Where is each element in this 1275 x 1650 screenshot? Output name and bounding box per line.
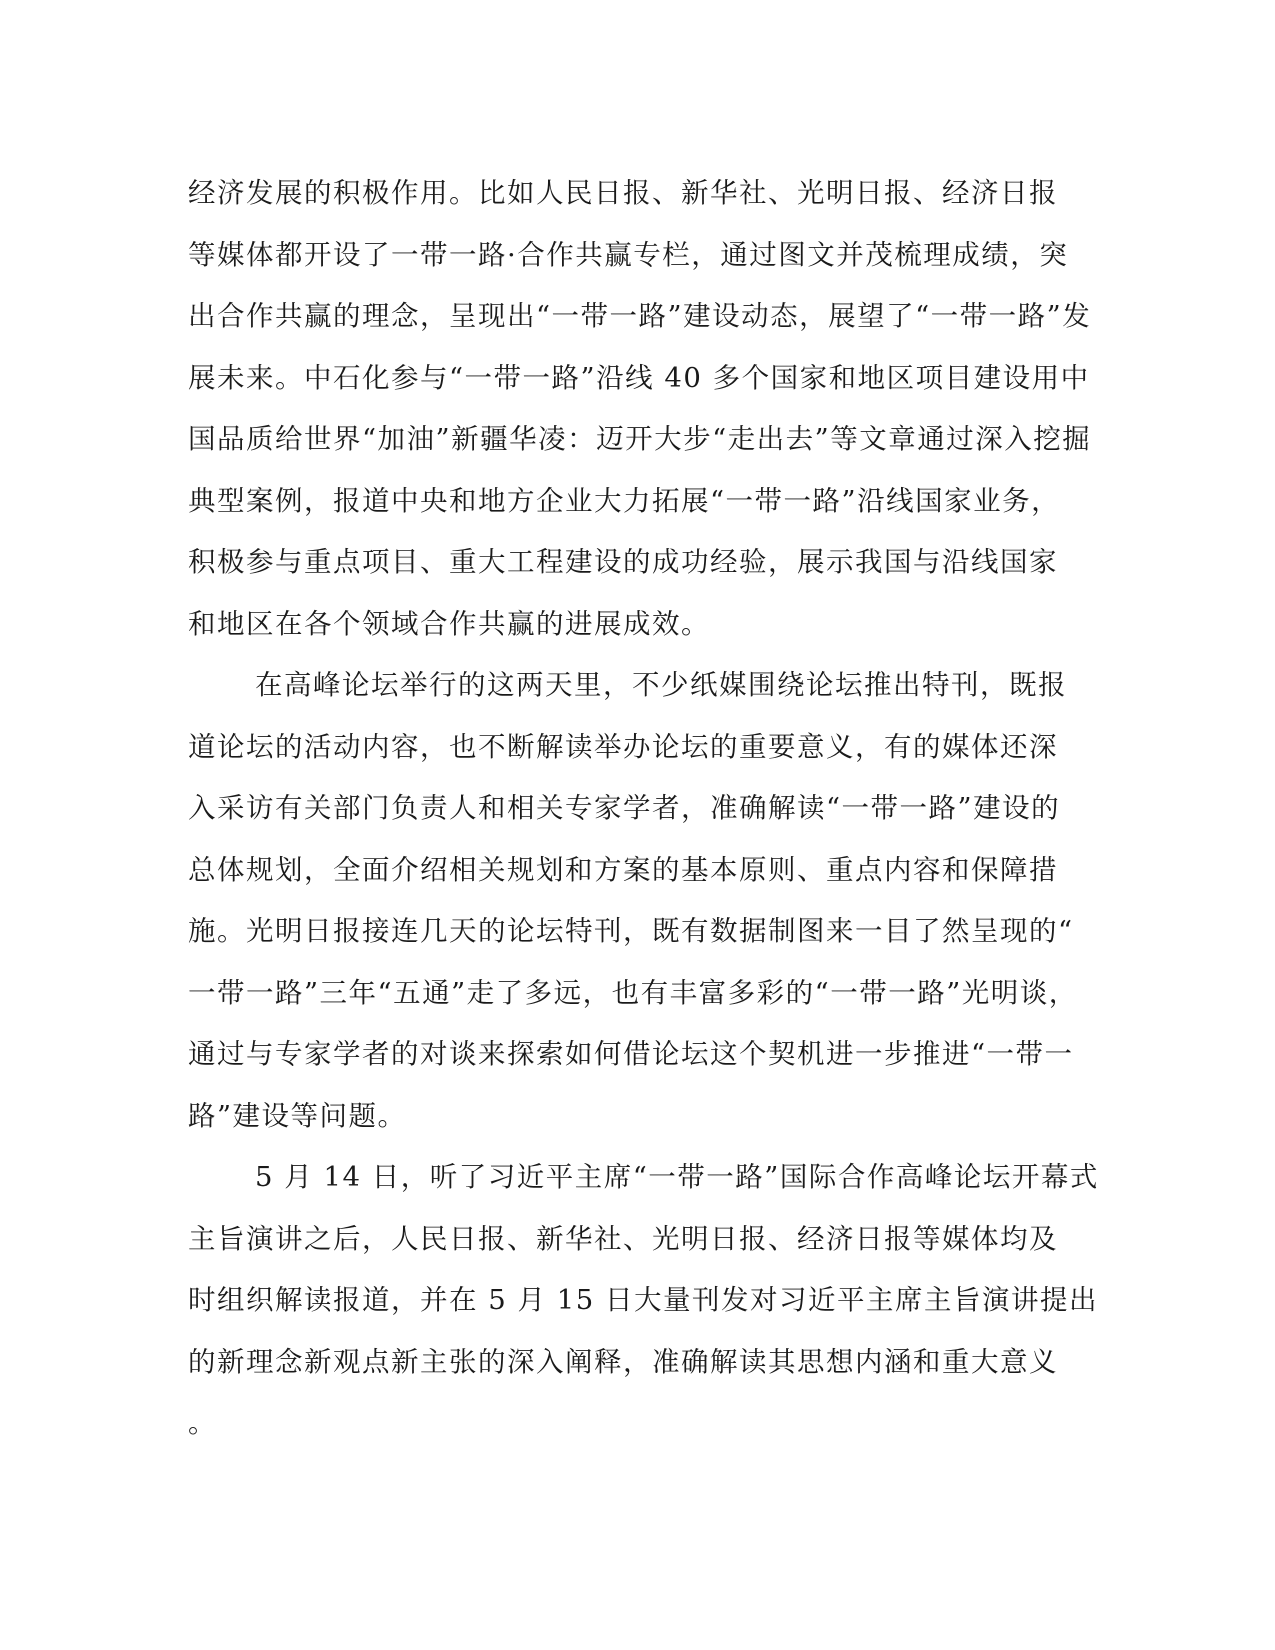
paragraph-line: 国品质给世界“加油”新疆华凌：迈开大步“走出去”等文章通过深入挖掘: [188, 423, 1092, 455]
paragraph-line: 。: [188, 1407, 217, 1439]
paragraph-line: 积极参与重点项目、重大工程建设的成功经验，展示我国与沿线国家: [188, 546, 1058, 578]
paragraph-line: 等媒体都开设了一带一路·合作共赢专栏，通过图文并茂梳理成绩，突: [188, 238, 1069, 271]
paragraph-line: 经济发展的积极作用。比如人民日报、新华社、光明日报、经济日报: [188, 177, 1058, 209]
paragraph-3: [188, 1147, 1099, 1455]
document-body: [188, 163, 1099, 1455]
paragraph-line: 通过与专家学者的对谈来探索如何借论坛这个契机进一步推进“一带一: [188, 1038, 1074, 1070]
paragraph-line: 展未来。中石化参与“一带一路”沿线 40 多个国家和地区项目建设用中: [188, 361, 1090, 394]
paragraph-line: 总体规划，全面介绍相关规划和方案的基本原则、重点内容和保障措: [188, 853, 1058, 886]
paragraph-line: 5 月 14 日，听了习近平主席“一带一路”国际合作高峰论坛开幕式: [255, 1161, 1099, 1193]
paragraph-line: 施。光明日报接连几天的论坛特刊，既有数据制图来一目了然呈现的“: [188, 915, 1074, 947]
paragraph-2: [188, 655, 1078, 1147]
paragraph-line: 主旨演讲之后，人民日报、新华社、光明日报、经济日报等媒体均及: [188, 1222, 1058, 1255]
paragraph-line: 和地区在各个领域合作共赢的进展成效。: [188, 607, 710, 640]
paragraph-line: 在高峰论坛举行的这两天里，不少纸媒围绕论坛推出特刊，既报: [255, 669, 1067, 701]
paragraph-line: 道论坛的活动内容，也不断解读举办论坛的重要意义，有的媒体还深: [188, 730, 1058, 763]
paragraph-line: 入采访有关部门负责人和相关专家学者，准确解读“一带一路”建设的: [188, 792, 1061, 824]
paragraph-line: 路”建设等问题。: [188, 1099, 407, 1132]
paragraph-line: 典型案例，报道中央和地方企业大力拓展“一带一路”沿线国家业务，: [188, 484, 1061, 517]
paragraph-1: [188, 163, 1092, 655]
paragraph-line: 一带一路”三年“五通”走了多远，也有丰富多彩的“一带一路”光明谈，: [188, 976, 1078, 1009]
paragraph-line: 出合作共赢的理念，呈现出“一带一路”建设动态，展望了“一带一路”发: [188, 300, 1092, 332]
paragraph-line: 时组织解读报道，并在 5 月 15 日大量刊发对习近平主席主旨演讲提出: [188, 1284, 1098, 1316]
paragraph-line: 的新理念新观点新主张的深入阐释，准确解读其思想内涵和重大意义: [188, 1345, 1058, 1378]
